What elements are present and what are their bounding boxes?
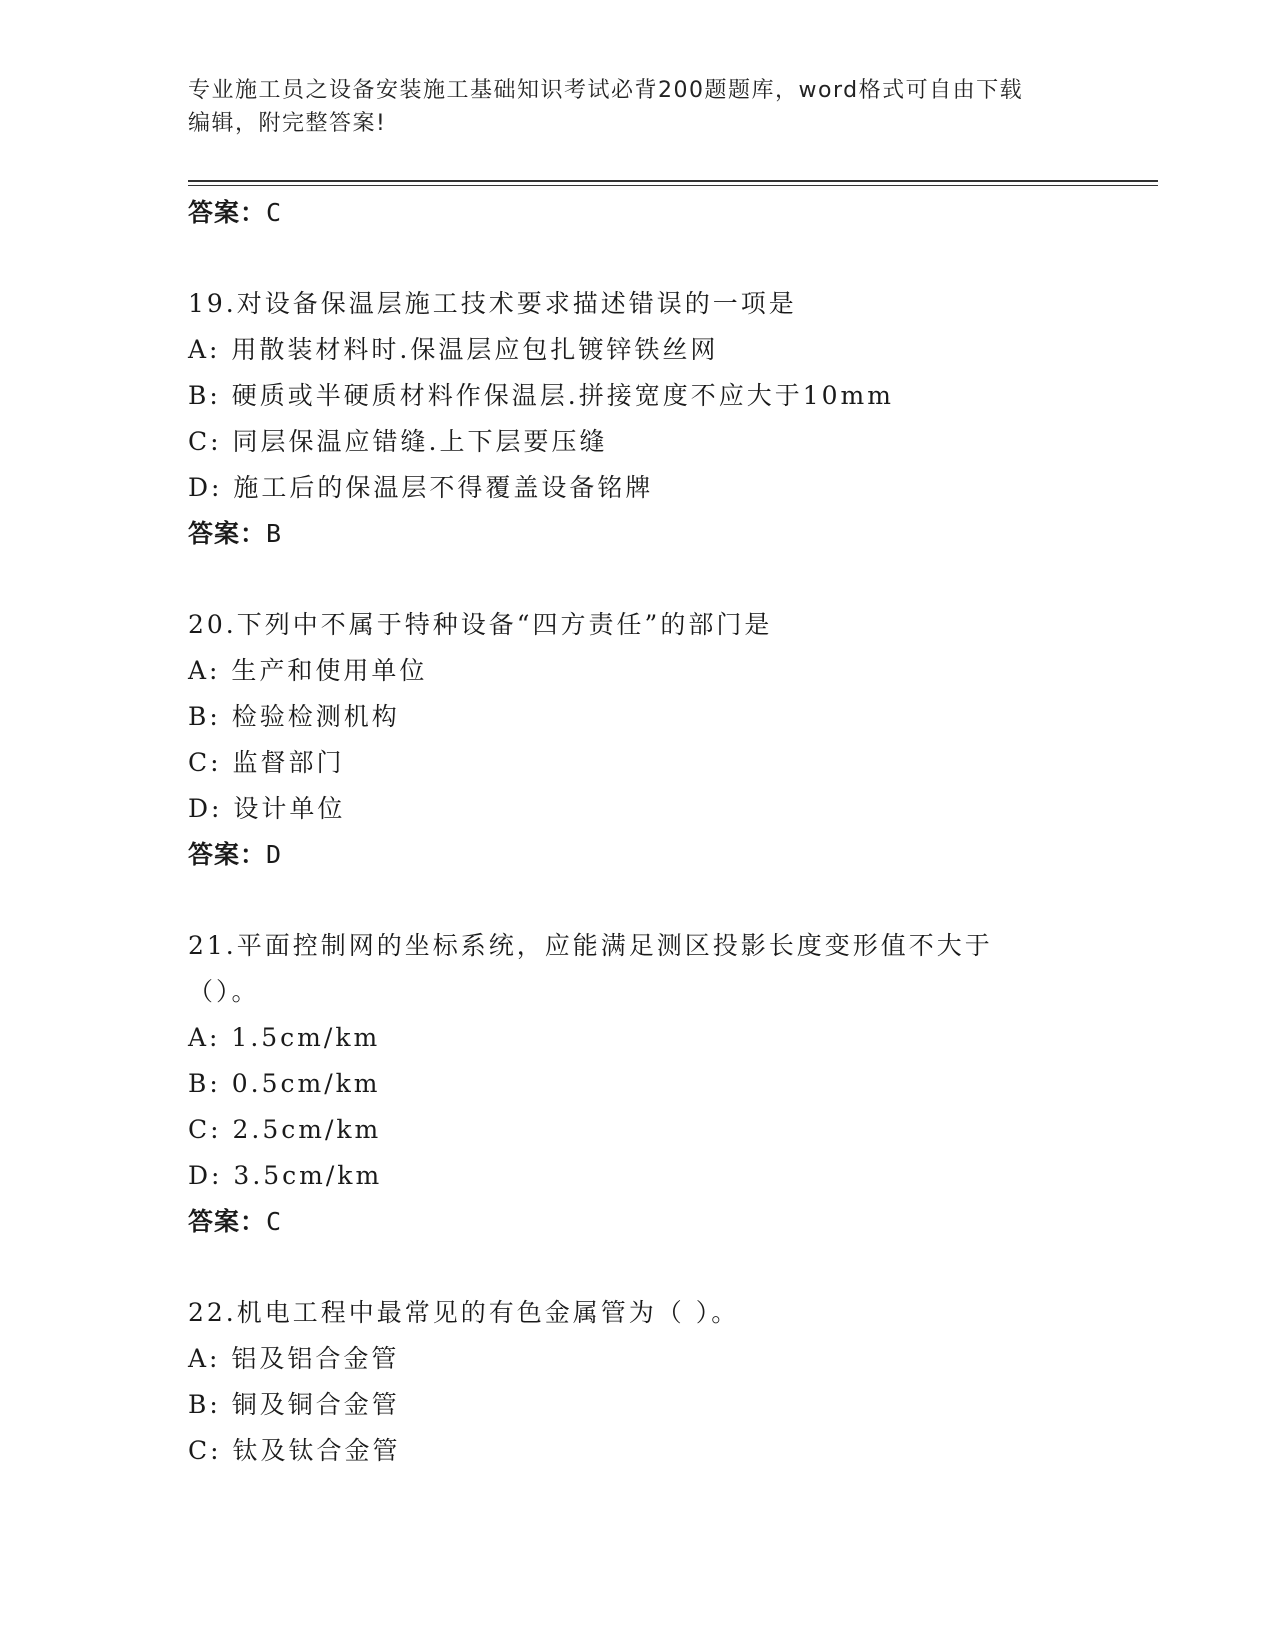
question-text: 21.平面控制网的坐标系统，应能满足测区投影长度变形值不大于（）。 (188, 931, 993, 1006)
header-divider-thin (188, 185, 1158, 186)
header-divider (188, 180, 1158, 182)
answer-label: 答案： (188, 519, 267, 548)
option-c: C: 2.5cm/km (188, 1115, 382, 1144)
option-a: A: 1.5cm/km (188, 1023, 381, 1052)
option-b: B: 铜及铜合金管 (188, 1390, 400, 1419)
answer-value: C (266, 1207, 283, 1236)
document-header (188, 74, 1088, 140)
answer-value: B (266, 519, 283, 548)
answer-line (188, 832, 1148, 878)
option-a: A: 用散装材料时.保温层应包扎镀锌铁丝网 (188, 335, 719, 364)
option-d: D: 施工后的保温层不得覆盖设备铭牌 (188, 473, 654, 502)
option-a: A: 铝及铝合金管 (188, 1344, 400, 1373)
question-text: 20.下列中不属于特种设备“四方责任”的部门是 (188, 610, 773, 639)
option-d: D: 3.5cm/km (188, 1161, 383, 1190)
question-block (188, 923, 1148, 1245)
answer-value: C (266, 198, 283, 227)
answer-line (188, 190, 1148, 236)
option-d: D: 设计单位 (188, 794, 346, 823)
option-c: C: 钛及钛合金管 (188, 1436, 401, 1465)
option-b: B: 0.5cm/km (188, 1069, 381, 1098)
question-block (188, 602, 1148, 878)
option-c: C: 监督部门 (188, 748, 345, 777)
answer-line (188, 511, 1148, 557)
answer-line (188, 1199, 1148, 1245)
question-block (188, 281, 1148, 557)
option-b: B: 硬质或半硬质材料作保温层.拼接宽度不应大于10mm (188, 381, 894, 410)
answer-label: 答案： (188, 198, 267, 227)
question-block (188, 1290, 1148, 1474)
header-line-2: 编辑，附完整答案! (188, 111, 387, 136)
header-line-1: 专业施工员之设备安装施工基础知识考试必背200题题库，word格式可自由下载 (188, 78, 1024, 103)
question-text: 19.对设备保温层施工技术要求描述错误的一项是 (188, 289, 797, 318)
option-a: A: 生产和使用单位 (188, 656, 428, 685)
answer-value: D (266, 840, 283, 869)
question-list (188, 190, 1148, 1474)
option-b: B: 检验检测机构 (188, 702, 400, 731)
answer-label: 答案： (188, 1207, 267, 1236)
answer-label: 答案： (188, 840, 267, 869)
option-c: C: 同层保温应错缝.上下层要压缝 (188, 427, 608, 456)
question-text: 22.机电工程中最常见的有色金属管为（ ）。 (188, 1298, 740, 1327)
